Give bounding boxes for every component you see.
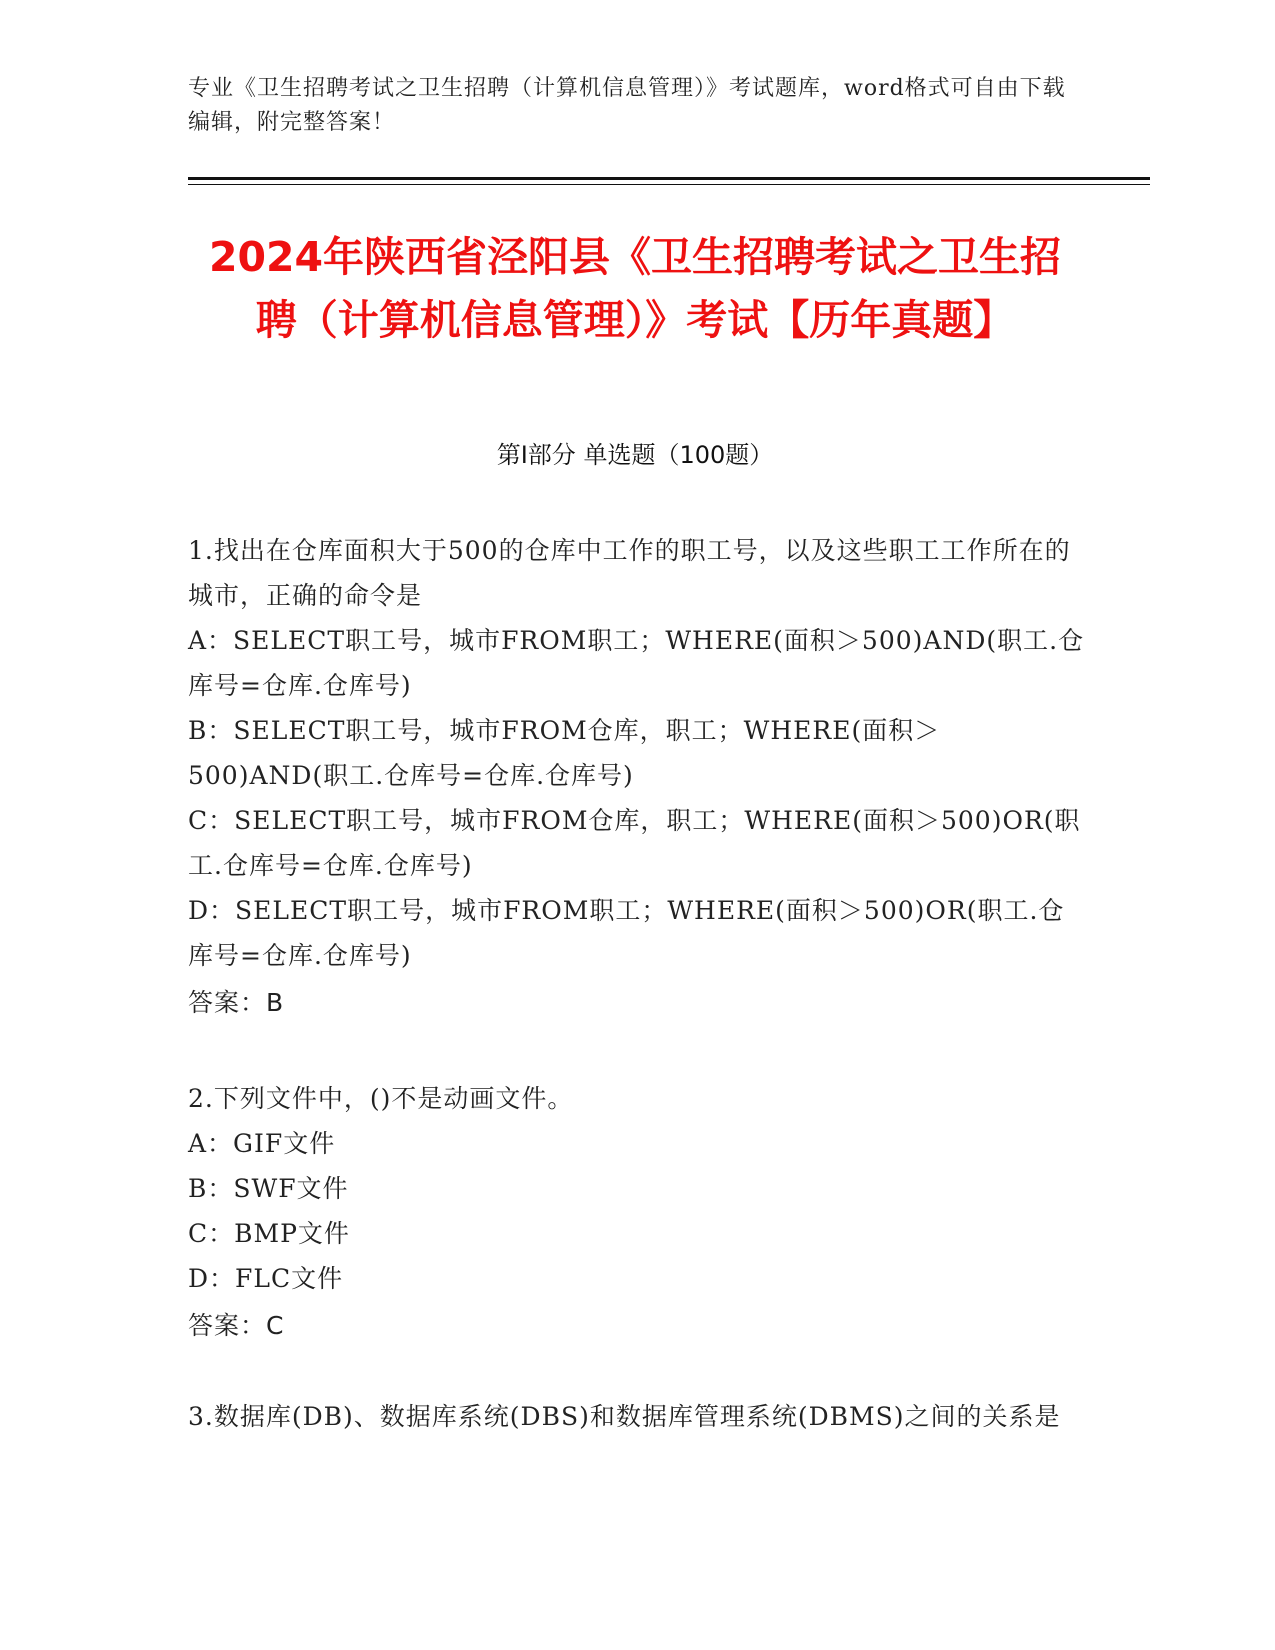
question-stem: 2.下列文件中，()不是动画文件。 bbox=[188, 1084, 574, 1113]
header-rule-thin bbox=[188, 184, 1150, 185]
question-1 bbox=[188, 528, 1088, 1025]
header-rule-thick bbox=[188, 177, 1150, 180]
option-a: A：SELECT职工号，城市FROM职工；WHERE(面积＞500)AND(职工.仓库号=仓库.仓库号) bbox=[188, 626, 1085, 700]
option-c: C：BMP文件 bbox=[188, 1219, 350, 1248]
part-heading: 第I部分 单选题（100题） bbox=[496, 441, 774, 469]
option-b: B：SWF文件 bbox=[188, 1174, 349, 1203]
answer: 答案：C bbox=[188, 1311, 285, 1340]
document-title: 2024年陕西省泾阳县《卫生招聘考试之卫生招聘（计算机信息管理）》考试【历年真题】 bbox=[208, 233, 1062, 344]
option-d: D：FLC文件 bbox=[188, 1264, 344, 1293]
answer: 答案：B bbox=[188, 988, 285, 1017]
question-3 bbox=[188, 1394, 1088, 1439]
header-note: 专业《卫生招聘考试之卫生招聘（计算机信息管理）》考试题库，word格式可自由下载编辑，附完整答案！ bbox=[188, 76, 1066, 135]
question-stem: 3.数据库(DB)、数据库系统(DBS)和数据库管理系统(DBMS)之间的关系是 bbox=[188, 1402, 1061, 1431]
option-c: C：SELECT职工号，城市FROM仓库，职工；WHERE(面积＞500)OR(职工.仓库号=仓库.仓库号) bbox=[188, 806, 1081, 880]
option-d: D：SELECT职工号，城市FROM职工；WHERE(面积＞500)OR(职工.仓库号=仓库.仓库号) bbox=[188, 896, 1065, 970]
option-b: B：SELECT职工号，城市FROM仓库，职工；WHERE(面积＞500)AND(职工.仓库号=仓库.仓库号) bbox=[188, 716, 941, 790]
question-stem: 1.找出在仓库面积大于500的仓库中工作的职工号，以及这些职工工作所在的城市，正确的命令是 bbox=[188, 536, 1071, 610]
question-2 bbox=[188, 1076, 1088, 1348]
option-a: A：GIF文件 bbox=[188, 1129, 336, 1158]
